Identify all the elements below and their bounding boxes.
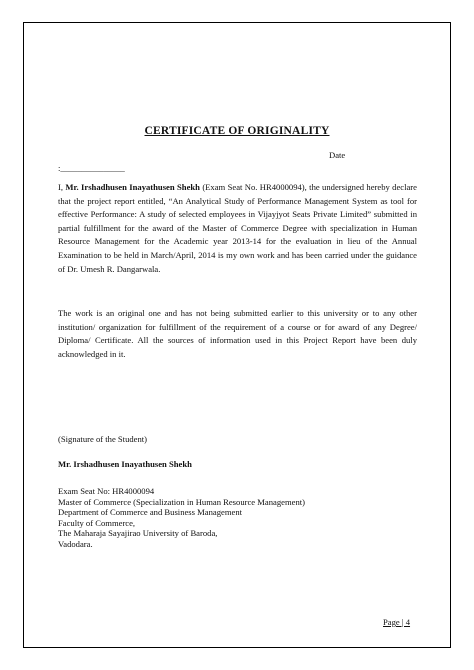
declaration-lead: I,	[58, 182, 66, 192]
address-line: Department of Commerce and Business Management	[58, 507, 242, 518]
student-name: Mr. Irshadhusen Inayathusen Shekh	[58, 459, 192, 469]
originality-paragraph: The work is an original one and has not being submitted earlier to this university or to any other institution/ organization for fulfillment of the requirement of a course or for award of any Degree/ Diploma/ Certificate. All the sources of information used in this Project Report have been duly acknowledged in it.	[58, 308, 417, 359]
certificate-title: CERTIFICATE OF ORIGINALITY	[144, 125, 330, 137]
declaration-paragraph	[58, 181, 417, 276]
declaration-student-name: Mr. Irshadhusen Inayathusen Shekh	[65, 182, 200, 192]
address-line: The Maharaja Sayajirao University of Baroda,	[58, 528, 218, 539]
address-line: Faculty of Commerce,	[58, 517, 136, 528]
address-line: Vadodara.	[58, 538, 93, 549]
address-line: Master of Commerce (Specialization in Human Resource Management)	[58, 496, 305, 507]
student-details	[58, 486, 305, 550]
declaration-body: (Exam Seat No. HR4000094), the undersigned hereby declare that the project report entitled, “An Analytical Study of Performance Management System as tool for effective Performance: A study of selected employees in Vijayjyot Seats Private Limited” submitted in partial fulfillment for the award of the Master of Commerce Degree with specialization in Human Resource Management for the Academic year 2013-14 for the evaluation in lieu of the Annual Examination to be held in March/April, 2014 is my own work and has been carried under the guidance of Dr. Umesh R. Dangarwala.	[58, 182, 417, 274]
date-blank: :_______________	[58, 163, 125, 173]
address-line: Exam Seat No: HR4000094	[58, 486, 155, 496]
page-number: Page | 4	[383, 617, 411, 627]
date-label: Date	[329, 150, 346, 160]
signature-label: (Signature of the Student)	[58, 434, 148, 444]
